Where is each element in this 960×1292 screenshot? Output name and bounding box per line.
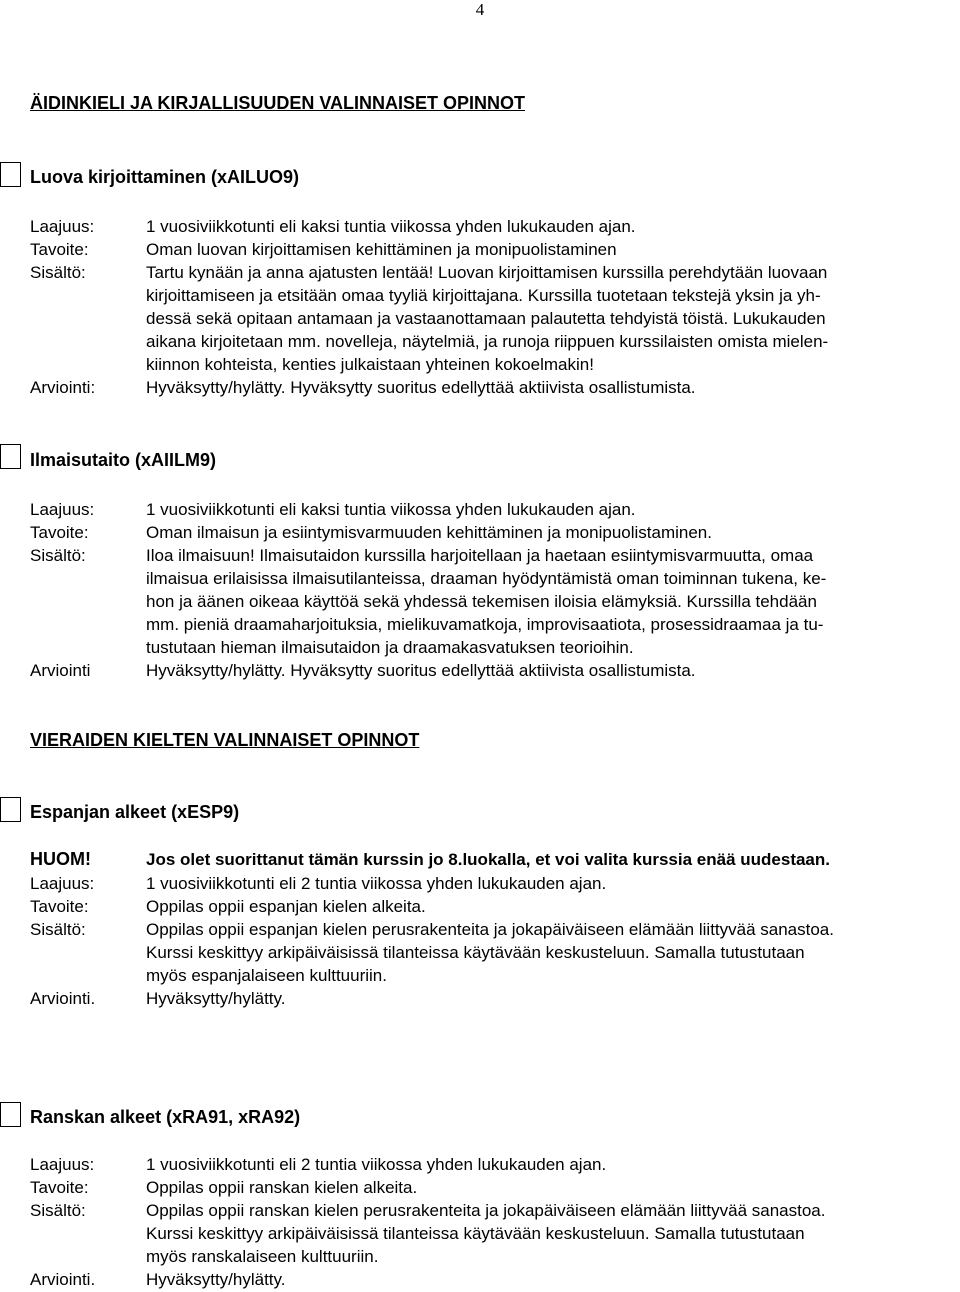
course-row-sisalto (30, 1199, 825, 1268)
row-label: Arviointi (30, 661, 91, 680)
row-text: Oppilas oppii espanjan kielen perusrakenteita ja jokapäiväiseen elämään liittyvää sanastoa. Kurssi keskittyy arkipäiväisissä tilanteissa käytävään keskusteluun. Samalla tutustutaan myös espanjalaiseen kulttuuriin. (146, 920, 834, 985)
row-text: Hyväksytty/hylätty. (146, 989, 286, 1008)
row-label: Arviointi. (30, 1270, 96, 1289)
course-row-sisalto (30, 544, 826, 659)
row-text: Tartu kynään ja anna ajatusten lentää! Luovan kirjoittamisen kurssilla perehdytään luovaan kirjoittamiseen ja etsitään omaa tyyliä kirjoittajana. Kurssilla tuotetaan tekstejä yksin ja yh- dessä sekä opitaan antamaan ja vastaanottamaan palautetta tehdyistä töistä. Lukukauden aikana kirjoitetaan mm. novelleja, näytelmiä, ja runoja riippuen kurssilaisten omista mielen- kiinnon kohteista, kenties julkaistaan yhteinen kokoelmakin! (146, 263, 829, 374)
section-heading-mother-tongue: ÄIDINKIELI JA KIRJALLISUUDEN VALINNAISET OPINNOT (30, 93, 526, 113)
course-row-tavoite (30, 238, 617, 261)
row-text: 1 vuosiviikkotunti eli kaksi tuntia viikossa yhden lukukauden ajan. (146, 500, 636, 519)
course-row-tavoite (30, 895, 426, 918)
course-row-arviointi (30, 1268, 286, 1291)
course-row-tavoite (30, 521, 712, 544)
section-heading-foreign-languages: VIERAIDEN KIELTEN VALINNAISET OPINNOT (30, 730, 420, 750)
course-row-sisalto (30, 261, 828, 376)
row-text: Iloa ilmaisuun! Ilmaisutaidon kurssilla harjoitellaan ja haetaan esiintymisvarmuutta, omaa ilmaisua erilaisissa ilmaisutilanteissa, draaman hyödyntämistä oman toiminnan tukena, ke- hon ja äänen oikeaa käyttöä sekä yhdessä tekemisen iloisia elämyksiä. Kurssilla tehdään mm. pieniä draamaharjoituksia, mielikuvamatkoja, improvisaatiota, prosessidraamaa ja tu- tustutaan hieman ilmaisutaidon ja draamakasvatuksen teorioihin. (146, 546, 827, 657)
course-title-ranska: Ranskan alkeet (xRA91, xRA92) (30, 1107, 301, 1127)
row-label: Laajuus: (30, 1155, 95, 1174)
row-text: Hyväksytty/hylätty. (146, 1270, 286, 1289)
course-checkbox-luova[interactable] (0, 162, 21, 187)
row-label: Tavoite: (30, 523, 89, 542)
row-text: 1 vuosiviikkotunti eli 2 tuntia viikossa yhden lukukauden ajan. (146, 1155, 607, 1174)
note-text: Jos olet suorittanut tämän kurssin jo 8.luokalla, et voi valita kurssia enää uudestaan. (146, 850, 830, 869)
row-label: Laajuus: (30, 874, 95, 893)
course-row-laajuus (30, 498, 636, 521)
row-text: Oppilas oppii ranskan kielen alkeita. (146, 1178, 418, 1197)
course-row-laajuus (30, 215, 636, 238)
row-label: Tavoite: (30, 1178, 89, 1197)
note-label: HUOM! (30, 849, 91, 869)
row-label: Sisältö: (30, 1201, 86, 1220)
row-label: Arviointi. (30, 989, 96, 1008)
row-text: Oppilas oppii espanjan kielen alkeita. (146, 897, 426, 916)
course-title-ilmaisutaito: Ilmaisutaito (xAIILM9) (30, 450, 217, 470)
course-row-huom (30, 848, 830, 871)
row-text: 1 vuosiviikkotunti eli kaksi tuntia viikossa yhden lukukauden ajan. (146, 217, 636, 236)
row-text: Oppilas oppii ranskan kielen perusrakenteita ja jokapäiväiseen elämään liittyvää sanastoa. Kurssi keskittyy arkipäiväisissä tilanteissa käytävään keskusteluun. Samalla tutustutaan myös ranskalaiseen kulttuuriin. (146, 1201, 826, 1266)
course-row-laajuus (30, 1153, 606, 1176)
row-text: Oman luovan kirjoittamisen kehittäminen ja monipuolistaminen (146, 240, 617, 259)
row-label: Arviointi: (30, 378, 96, 397)
row-label: Sisältö: (30, 546, 86, 565)
course-row-sisalto (30, 918, 834, 987)
course-title-luova: Luova kirjoittaminen (xAILUO9) (30, 167, 300, 187)
row-label: Sisältö: (30, 920, 86, 939)
row-text: Hyväksytty/hylätty. Hyväksytty suoritus edellyttää aktiivista osallistumista. (146, 661, 696, 680)
course-row-tavoite (30, 1176, 417, 1199)
page-number: 4 (475, 0, 485, 19)
row-label: Laajuus: (30, 217, 95, 236)
row-label: Tavoite: (30, 240, 89, 259)
row-label: Tavoite: (30, 897, 89, 916)
course-row-laajuus (30, 872, 606, 895)
row-label: Laajuus: (30, 500, 95, 519)
row-label: Sisältö: (30, 263, 86, 282)
course-row-arviointi (30, 376, 696, 399)
course-checkbox-espanja[interactable] (0, 797, 21, 822)
row-text: Oman ilmaisun ja esiintymisvarmuuden kehittäminen ja monipuolistaminen. (146, 523, 712, 542)
course-checkbox-ranska[interactable] (0, 1102, 21, 1127)
course-title-espanja: Espanjan alkeet (xESP9) (30, 802, 240, 822)
row-text: 1 vuosiviikkotunti eli 2 tuntia viikossa yhden lukukauden ajan. (146, 874, 607, 893)
row-text: Hyväksytty/hylätty. Hyväksytty suoritus edellyttää aktiivista osallistumista. (146, 378, 696, 397)
course-checkbox-ilmaisutaito[interactable] (0, 444, 21, 469)
course-row-arviointi (30, 659, 696, 682)
course-row-arviointi (30, 987, 286, 1010)
